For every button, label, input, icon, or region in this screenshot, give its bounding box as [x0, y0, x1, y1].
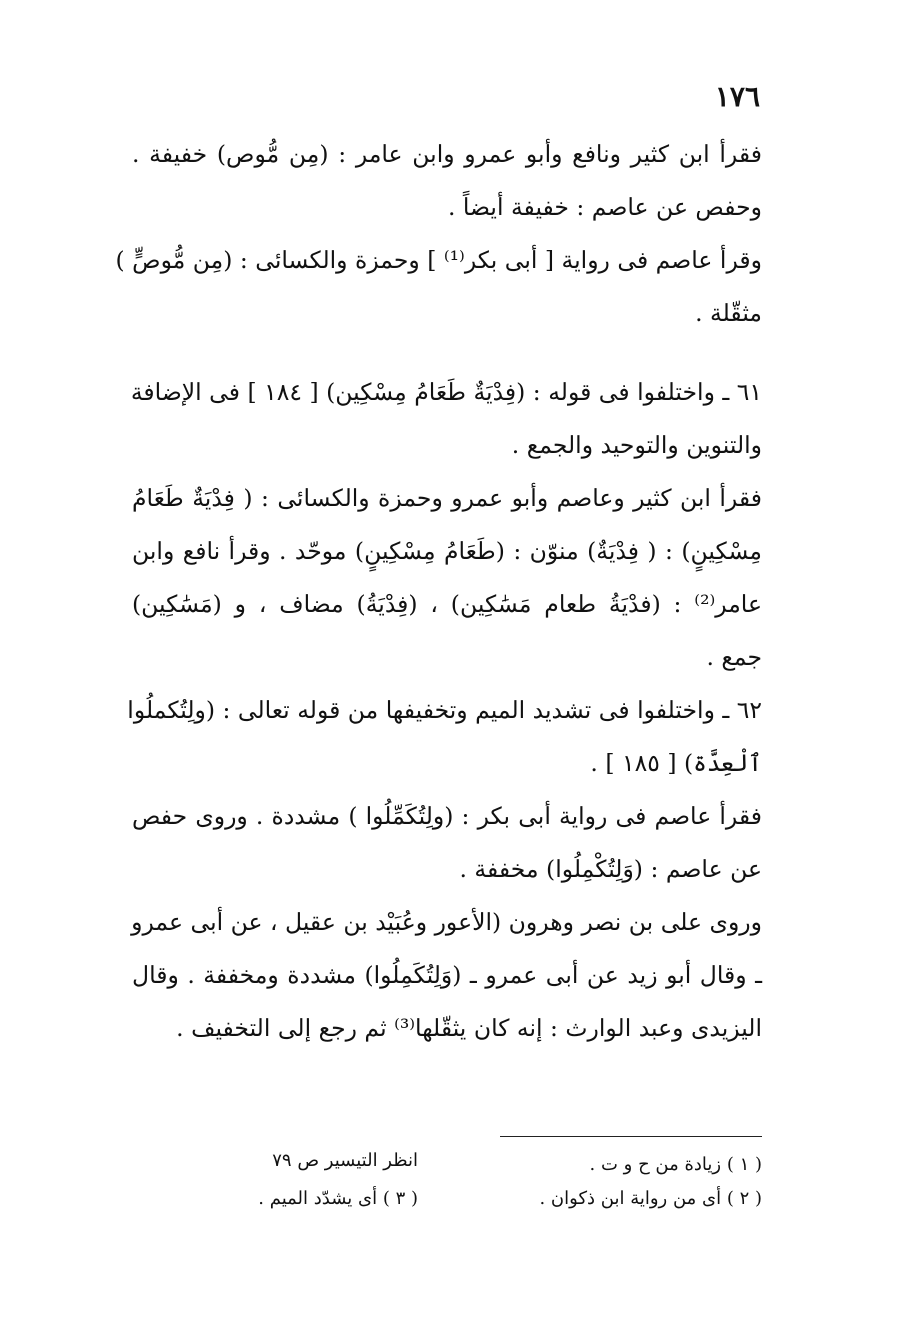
text-line: وقرأ عاصم فى رواية [ أبى بكر⁽¹⁾ ] وحمزة والكسائى : (مِن مُّوصٍّ ): [115, 246, 762, 274]
text-line: فقرأ عاصم فى رواية أبى بكر : (ولِتُكَمِّلُوا ) مشددة . وروى حفص: [132, 802, 762, 830]
text-line: والتنوين والتوحيد والجمع .: [511, 431, 762, 459]
text-line: مِسْكِينٍ) : ( فِدْيَةٌ) منوّن : (طَعَامُ مِسْكِينٍ) موحّد . وقرأ نافع وابن: [132, 537, 762, 565]
text-line: فقرأ ابن كثير ونافع وأبو عمرو وابن عامر : (مِن مُّوص) خفيفة .: [132, 140, 762, 168]
footnote-1-reference: انظر التيسير ص ٧٩: [272, 1150, 418, 1171]
footnote-2: ( ٢ ) أى من رواية ابن ذكوان .: [539, 1188, 762, 1209]
text-line: اليزيدى وعبد الوارث : إنه كان يثقّلها⁽³⁾ ثم رجع إلى التخفيف .: [176, 1014, 762, 1042]
text-line: فقرأ ابن كثير وعاصم وأبو عمرو وحمزة والكسائى : ( فِدْيَةٌ طَعَامُ: [132, 484, 762, 512]
footnote-1: ( ١ ) زيادة من ح و ت .: [589, 1154, 762, 1175]
text-line: مثقّلة .: [695, 299, 762, 327]
text-line: عن عاصم : (وَلِتُكْمِلُوا) مخففة .: [459, 855, 762, 883]
paragraph: [132, 128, 762, 234]
paragraph: [132, 366, 762, 472]
body-text: [115, 128, 762, 1055]
paragraph: [132, 790, 762, 896]
text-line: ٦٢ ـ واختلفوا فى تشديد الميم وتخفيفها من قوله تعالى : (ولِتُكملُوا: [127, 696, 762, 724]
text-line: ٱلْعِدَّة) [ ١٨٥ ] .: [590, 749, 762, 777]
text-line: وحفص عن عاصم : خفيفة أيضاً .: [447, 193, 762, 221]
paragraph: [127, 684, 762, 790]
text-line: جمع .: [706, 643, 762, 671]
paragraph: [132, 472, 762, 684]
page-number: ١٧٦: [714, 80, 760, 113]
text-line: عامر⁽²⁾ : (فدْيَةُ طعام مَسَٰكِين) ، (فِدْيَةُ) مضاف ، و (مَسَٰكِين): [132, 590, 762, 618]
text-line: ٦١ ـ واختلفوا فى قوله : (فِدْيَةٌ طَعَامُ مِسْكِين) [ ١٨٤ ] فى الإضافة: [130, 378, 762, 406]
text-line: ـ وقال أبو زيد عن أبى عمرو ـ (وَلِتُكَمِلُوا) مشددة ومخففة . وقال: [132, 961, 762, 989]
paragraph: [132, 896, 762, 1055]
footnote-rule: [500, 1136, 762, 1137]
paragraph: [115, 234, 762, 340]
footnote-3: ( ٣ ) أى يشدّد الميم .: [258, 1188, 418, 1209]
text-line: وروى على بن نصر وهرون (الأعور وعُبَيْد بن عقيل ، عن أبى عمرو: [131, 908, 762, 936]
